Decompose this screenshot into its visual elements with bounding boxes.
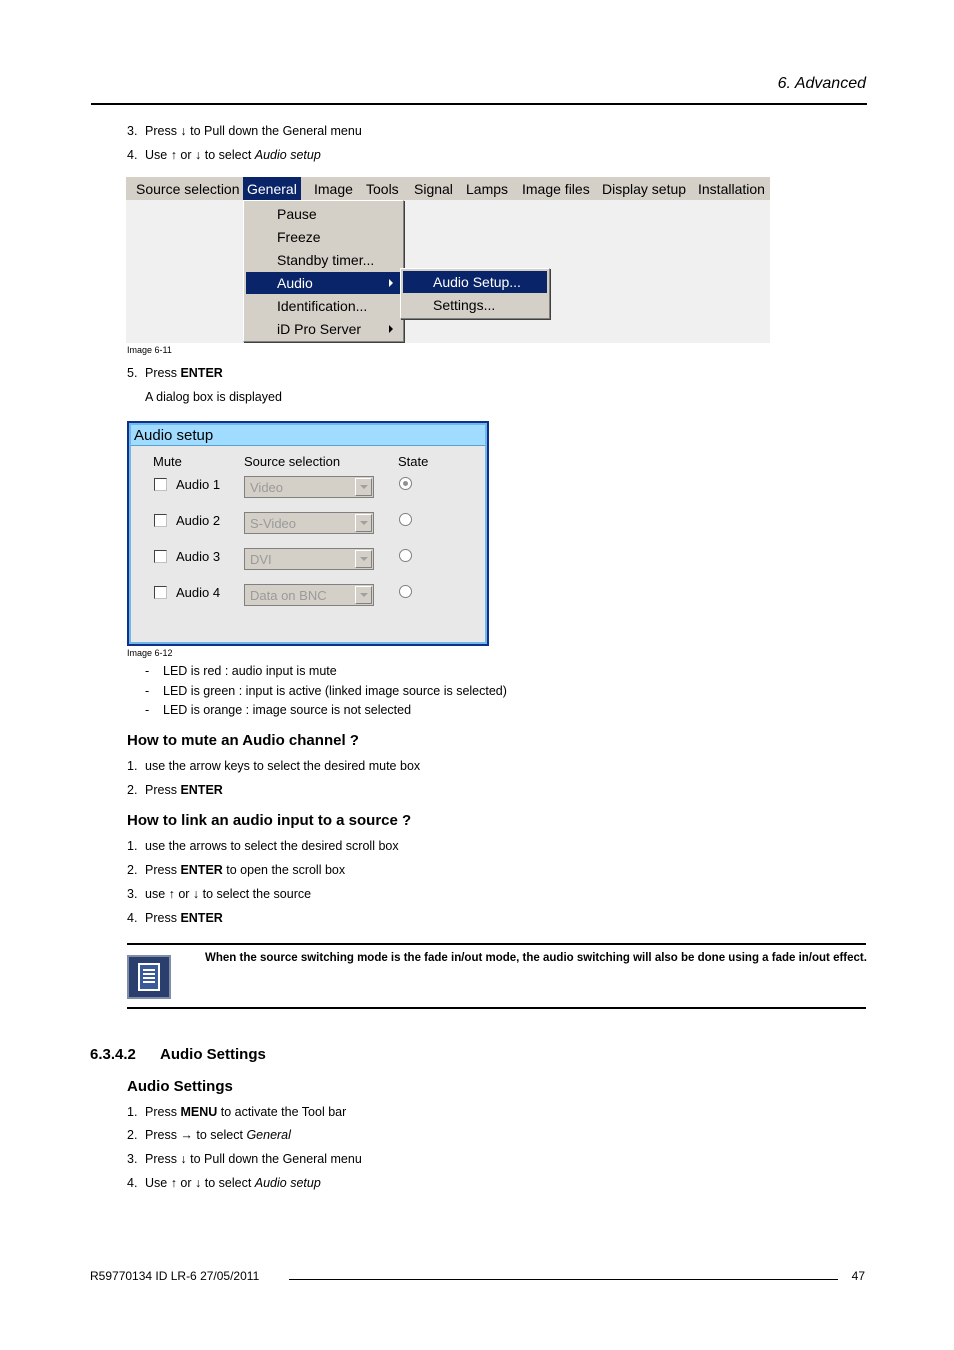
- footer-rule: [289, 1279, 838, 1280]
- state-led-audio-4: [399, 585, 412, 598]
- mute-checkbox-audio-3[interactable]: [154, 550, 167, 563]
- menu-item-audio[interactable]: Audio: [246, 272, 401, 294]
- step-5-description: A dialog box is displayed: [145, 390, 282, 404]
- mute-checkbox-audio-4[interactable]: [154, 586, 167, 599]
- source-select-audio-3[interactable]: DVI: [244, 548, 374, 570]
- link-step-1: 1. use the arrows to select the desired scroll box: [127, 839, 399, 853]
- source-select-audio-4[interactable]: Data on BNC: [244, 584, 374, 606]
- menu-tools[interactable]: Tools: [366, 181, 399, 197]
- menu-bar: [126, 177, 770, 200]
- audio-4-label: Audio 4: [176, 585, 221, 600]
- settings-step-3: 3. Press ↓ to Pull down the General menu: [127, 1152, 362, 1166]
- audio-3-label: Audio 3: [176, 549, 221, 564]
- menu-item-audio-setup[interactable]: Audio Setup...: [403, 271, 547, 293]
- menu-item-pause[interactable]: Pause: [277, 206, 317, 222]
- menu-source-selection[interactable]: Source selection: [136, 181, 240, 197]
- submenu-arrow-icon: [389, 279, 393, 287]
- header-rule: [91, 103, 867, 105]
- state-led-audio-2: [399, 513, 412, 526]
- section-title: Audio Settings: [160, 1046, 266, 1063]
- source-select-audio-2[interactable]: S-Video: [244, 512, 374, 534]
- menu-image[interactable]: Image: [314, 181, 353, 197]
- chevron-down-icon[interactable]: [355, 586, 372, 604]
- bullet-led-orange: - LED is orange : image source is not selected: [145, 703, 412, 717]
- audio-2-label: Audio 2: [176, 513, 221, 528]
- audio-setup-dialog: [127, 421, 489, 646]
- chevron-down-icon[interactable]: [355, 478, 372, 496]
- menu-item-freeze[interactable]: Freeze: [277, 229, 321, 245]
- menu-item-identification[interactable]: Identification...: [277, 298, 368, 314]
- heading-audio-settings: Audio Settings: [127, 1078, 233, 1095]
- menu-general[interactable]: General: [243, 177, 301, 200]
- bullet-led-red: - LED is red : audio input is mute: [145, 664, 337, 678]
- menu-image-files[interactable]: Image files: [522, 181, 590, 197]
- step-4-top: 4. Use ↑ or ↓ to select Audio setup: [127, 148, 321, 162]
- settings-step-4: 4. Use ↑ or ↓ to select Audio setup: [127, 1176, 321, 1190]
- heading-mute-audio: How to mute an Audio channel ?: [127, 732, 359, 749]
- menu-installation[interactable]: Installation: [698, 181, 765, 197]
- state-led-audio-1: [399, 477, 412, 490]
- note-text: When the source switching mode is the fade in/out mode, the audio switching will also be done using a fade in/out effect.: [205, 952, 867, 964]
- note-top-rule: [127, 943, 866, 945]
- chapter-title: 6. Advanced: [777, 75, 866, 92]
- step-5: 5. Press ENTER: [127, 366, 223, 380]
- column-source-selection: Source selection: [244, 454, 341, 469]
- footer-document-id: R59770134 ID LR-6 27/05/2011: [90, 1269, 260, 1283]
- mute-checkbox-audio-2[interactable]: [154, 514, 167, 527]
- audio-submenu: [400, 268, 550, 319]
- audio-1-label: Audio 1: [176, 477, 221, 492]
- column-mute: Mute: [153, 454, 182, 469]
- bullet-led-green: - LED is green : input is active (linked image source is selected): [145, 684, 507, 698]
- page-number: 47: [851, 1269, 865, 1283]
- settings-step-2: 2. Press → to select General: [127, 1128, 291, 1142]
- step-3-top: 3. Press ↓ to Pull down the General menu: [127, 124, 362, 138]
- menu-item-standby-timer[interactable]: Standby timer...: [277, 252, 375, 268]
- menu-display-setup[interactable]: Display setup: [602, 181, 687, 197]
- general-dropdown: [243, 200, 404, 342]
- link-step-3: 3. use ↑ or ↓ to select the source: [127, 887, 312, 901]
- submenu-arrow-icon: [389, 325, 393, 333]
- mute-checkbox-audio-1[interactable]: [154, 478, 167, 491]
- image-caption-1: Image 6-11: [127, 345, 172, 355]
- section-number: 6.3.4.2: [90, 1046, 136, 1063]
- column-state: State: [398, 454, 429, 469]
- note-icon: [127, 955, 171, 999]
- dialog-title: Audio setup: [131, 425, 485, 446]
- menu-item-settings[interactable]: Settings...: [433, 297, 496, 313]
- menu-item-id-pro-server[interactable]: iD Pro Server: [246, 318, 401, 340]
- mute-step-1: 1. use the arrow keys to select the desired mute box: [127, 759, 421, 773]
- heading-link-audio: How to link an audio input to a source ?: [127, 812, 412, 829]
- note-bottom-rule: [127, 1007, 866, 1009]
- menu-lamps[interactable]: Lamps: [466, 181, 509, 197]
- link-step-2: 2. Press ENTER to open the scroll box: [127, 863, 346, 877]
- settings-step-1: 1. Press MENU to activate the Tool bar: [127, 1105, 347, 1119]
- menu-signal[interactable]: Signal: [414, 181, 453, 197]
- link-step-4: 4. Press ENTER: [127, 911, 223, 925]
- image-caption-2: Image 6-12: [127, 648, 173, 658]
- source-select-audio-1[interactable]: Video: [244, 476, 374, 498]
- chevron-down-icon[interactable]: [355, 514, 372, 532]
- state-led-audio-3: [399, 549, 412, 562]
- mute-step-2: 2. Press ENTER: [127, 783, 223, 797]
- chevron-down-icon[interactable]: [355, 550, 372, 568]
